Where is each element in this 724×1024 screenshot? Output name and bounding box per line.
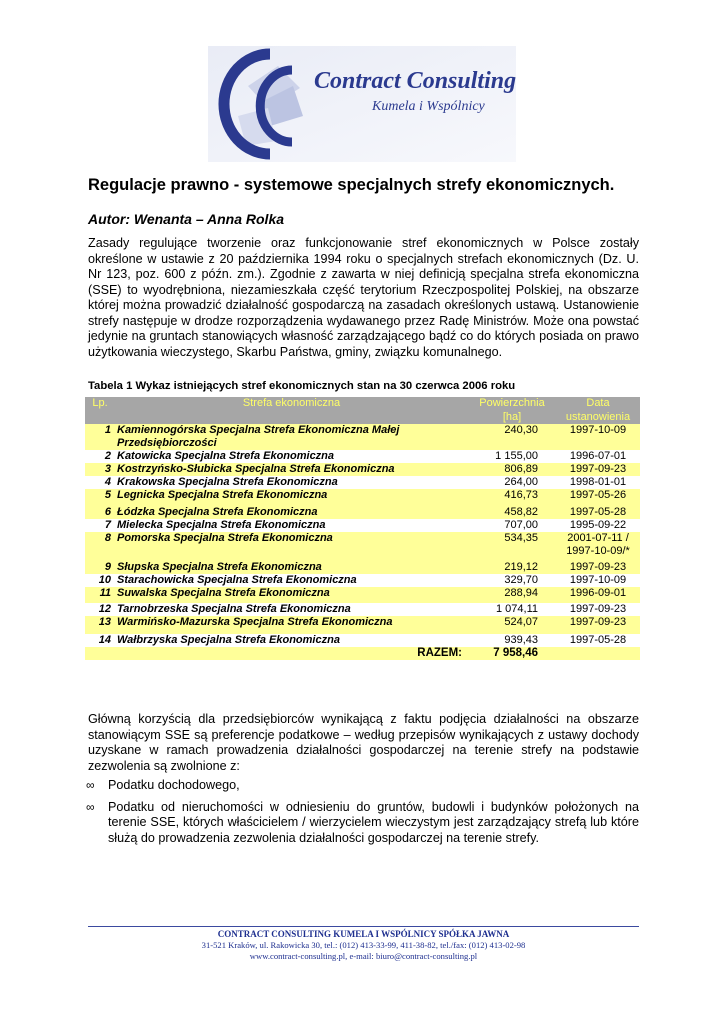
- row-lp: 1: [85, 424, 115, 450]
- table-row: [85, 603, 640, 616]
- row-lp: 11: [85, 587, 115, 603]
- row-date-line1: 1997-05-26: [569, 489, 627, 501]
- row-lp: 7: [85, 519, 115, 532]
- row-date: [556, 489, 640, 506]
- row-date: [556, 450, 640, 463]
- row-lp: 14: [85, 634, 115, 647]
- infinity-bullet-icon: ∞: [86, 778, 95, 792]
- sez-table: [85, 397, 640, 660]
- row-area: 458,82: [468, 506, 556, 519]
- row-date-line2: 1997-10-09/*: [566, 545, 630, 557]
- row-date: [556, 603, 640, 616]
- total-spacer: [85, 647, 115, 660]
- table-row: [85, 532, 640, 561]
- row-date: [556, 574, 640, 587]
- table-body: [85, 424, 640, 660]
- benefits-paragraph: Główną korzyścią dla przedsiębiorców wynikającą z faktu podjęcia działalności na obszarze stanowiącym SSE są preferencje podatkowe – według przepisów wynikających z ustawy dochody uzyskane w ramach prowadzenia działalności gospodarczej na terenie strefy na podstawie zezwolenia są zwolnione z:: [88, 712, 639, 773]
- row-date: [556, 616, 640, 634]
- row-date-line1: 1997-05-28: [569, 634, 627, 646]
- header-date: [556, 397, 640, 424]
- row-date-line1: 1997-09-23: [569, 463, 627, 475]
- row-date-line1: 1997-09-23: [569, 603, 627, 615]
- footer-contact: www.contract-consulting.pl, e-mail: biuro@contract-consulting.pl: [249, 951, 478, 961]
- row-area: 329,70: [468, 574, 556, 587]
- row-area: 416,73: [468, 489, 556, 506]
- row-zone-name: [115, 561, 468, 574]
- table-row: [85, 506, 640, 519]
- row-area: 264,00: [468, 476, 556, 489]
- row-zone-name-line1: Mielecka Specjalna Strefa Ekonomiczna: [117, 519, 326, 531]
- row-zone-name-line1: Katowicka Specjalna Strefa Ekonomiczna: [117, 450, 335, 462]
- row-area: 534,35: [468, 532, 556, 561]
- row-zone-name-line1: Kamiennogórska Specjalna Strefa Ekonomiczna Małej: [117, 424, 400, 436]
- list-item-text: Podatku od nieruchomości w odniesieniu do gruntów, budowli i budynków położonych na terenie SSE, których właścicielem / wierzycielem wieczystym jest zarządzający strefą lub które służą do prowadzenia zezwolenia działalności gospodarczej na terenie strefy.: [108, 799, 639, 845]
- total-label: RAZEM:: [115, 647, 468, 660]
- row-area: 707,00: [468, 519, 556, 532]
- footer-address: 31-521 Kraków, ul. Rakowicka 30, tel.: (012) 413-33-99, 411-38-82, tel./fax: (012) 413-02-98: [201, 940, 526, 950]
- row-zone-name-line1: Starachowicka Specjalna Strefa Ekonomiczna: [117, 574, 357, 586]
- row-date: [556, 532, 640, 561]
- row-date-line1: 1997-05-28: [569, 506, 627, 518]
- row-date-line1: 1997-09-23: [569, 616, 627, 628]
- table-total-row: [85, 647, 640, 660]
- row-date-line1: 1997-09-23: [569, 561, 627, 573]
- row-date-line1: 1998-01-01: [569, 476, 627, 488]
- row-lp: 12: [85, 603, 115, 616]
- row-zone-name: [115, 506, 468, 519]
- row-zone-name: [115, 519, 468, 532]
- author-line: Autor: Wenanta – Anna Rolka: [88, 211, 285, 227]
- row-zone-name-line1: Łódzka Specjalna Strefa Ekonomiczna: [117, 506, 318, 518]
- row-lp: 3: [85, 463, 115, 476]
- table-row: [85, 450, 640, 463]
- infinity-bullet-icon: ∞: [86, 799, 95, 814]
- row-area: 288,94: [468, 587, 556, 603]
- header-area-line1: Powierzchnia: [479, 397, 545, 409]
- row-date: [556, 587, 640, 603]
- row-date-line1: 1997-10-09: [569, 424, 627, 436]
- row-lp: 8: [85, 532, 115, 561]
- row-area: 939,43: [468, 634, 556, 647]
- table-row: [85, 424, 640, 450]
- row-date: [556, 561, 640, 574]
- row-lp: 9: [85, 561, 115, 574]
- row-lp: 4: [85, 476, 115, 489]
- row-area: 806,89: [468, 463, 556, 476]
- row-zone-name: [115, 463, 468, 476]
- table-caption: Tabela 1 Wykaz istniejących stref ekonomicznych stan na 30 czerwca 2006 roku: [88, 380, 516, 392]
- header-zone: Strefa ekonomiczna: [115, 397, 468, 424]
- row-zone-name: [115, 634, 468, 647]
- total-value: 7 958,46: [468, 647, 556, 660]
- footer-divider: [88, 926, 639, 927]
- row-zone-name: [115, 489, 468, 506]
- row-date: [556, 506, 640, 519]
- row-lp: 6: [85, 506, 115, 519]
- row-zone-name-line1: Słupska Specjalna Strefa Ekonomiczna: [117, 561, 322, 573]
- table-row: [85, 561, 640, 574]
- row-lp: 2: [85, 450, 115, 463]
- header-area: [468, 397, 556, 424]
- logo-subtitle: Kumela i Wspólnicy: [372, 99, 485, 114]
- row-date-line1: 2001-07-11 /: [567, 532, 629, 544]
- exemptions-list: [88, 778, 639, 852]
- total-spacer-2: [556, 647, 640, 660]
- row-lp: 10: [85, 574, 115, 587]
- table-row: [85, 489, 640, 506]
- list-item: [88, 800, 639, 847]
- header-date-line1: Data: [586, 397, 610, 409]
- row-date: [556, 634, 640, 647]
- row-zone-name-line1: Wałbrzyska Specjalna Strefa Ekonomiczna: [117, 634, 340, 646]
- page-title: Regulacje prawno - systemowe specjalnych strefy ekonomicznych.: [88, 176, 615, 194]
- row-lp: 13: [85, 616, 115, 634]
- row-zone-name: [115, 616, 468, 634]
- row-area: 524,07: [468, 616, 556, 634]
- intro-paragraph: Zasady regulujące tworzenie oraz funkcjonowanie stref ekonomicznych w Polsce zostały określone w ustawie z 20 października 1994 roku o specjalnych strefach ekonomicznych (Dz. U. Nr 123, poz. 600 z późn. zm.). Zgodnie z zawarta w niej definicją specjalna strefa ekonomiczna (SSE) to wyodrębniona, niezamieszkała część terytorium Rzeczpospolitej Polskiej, na obszarze której można prowadzić działalność gospodarczą na zasadach określonych ustawą. Ustanowienie strefy następuje w drodze rozporządzenia wydawanego przez Radę Ministrów. Może ona powstać jedynie na gruntach stanowiących własność zarządzającego bądź co do których posiada on prawo użytkowania wieczystego, Skarbu Państwa, gminy, związku komunalnego.: [88, 236, 639, 359]
- row-lp: 5: [85, 489, 115, 506]
- row-zone-name-line1: Suwalska Specjalna Strefa Ekonomiczna: [117, 587, 330, 599]
- footer-company: CONTRACT CONSULTING KUMELA I WSPÓLNICY SPÓŁKA JAWNA: [217, 929, 510, 939]
- row-date-line1: 1995-09-22: [569, 519, 627, 531]
- list-item-text: Podatku dochodowego,: [108, 778, 240, 792]
- row-date: [556, 463, 640, 476]
- row-zone-name-line1: Krakowska Specjalna Strefa Ekonomiczna: [117, 476, 338, 488]
- row-date-line1: 1996-09-01: [569, 587, 627, 599]
- row-date: [556, 424, 640, 450]
- row-zone-name: [115, 574, 468, 587]
- table-row: [85, 519, 640, 532]
- row-zone-name: [115, 587, 468, 603]
- row-date-line1: 1997-10-09: [569, 574, 627, 586]
- row-zone-name-line1: Legnicka Specjalna Strefa Ekonomiczna: [117, 489, 328, 501]
- table-row: [85, 616, 640, 634]
- row-area: 1 074,11: [468, 603, 556, 616]
- row-area: 240,30: [468, 424, 556, 450]
- row-area: 219,12: [468, 561, 556, 574]
- row-zone-name: [115, 476, 468, 489]
- header-area-line2: [ha]: [502, 410, 522, 423]
- table-row: [85, 476, 640, 489]
- header-lp: Lp.: [85, 397, 115, 424]
- row-zone-name: [115, 450, 468, 463]
- header-date-line2: ustanowienia: [565, 410, 631, 423]
- logo-title: Contract Consulting: [314, 68, 517, 94]
- table-row: [85, 463, 640, 476]
- table-row: [85, 574, 640, 587]
- row-date: [556, 519, 640, 532]
- row-zone-name-line1: Pomorska Specjalna Strefa Ekonomiczna: [117, 532, 333, 544]
- row-date: [556, 476, 640, 489]
- table-header-row: [85, 397, 640, 424]
- row-zone-name: [115, 532, 468, 561]
- row-zone-name-line2: Przedsiębiorczości: [117, 437, 217, 449]
- table-row: [85, 634, 640, 647]
- row-zone-name-line1: Warmińsko-Mazurska Specjalna Strefa Ekonomiczna: [117, 616, 393, 628]
- table-row: [85, 587, 640, 603]
- list-item: [88, 778, 639, 794]
- row-zone-name: [115, 424, 468, 450]
- row-zone-name-line1: Kostrzyńsko-Słubicka Specjalna Strefa Ekonomiczna: [117, 463, 395, 475]
- row-zone-name: [115, 603, 468, 616]
- row-zone-name-line1: Tarnobrzeska Specjalna Strefa Ekonomiczna: [117, 603, 351, 615]
- row-date-line1: 1996-07-01: [569, 450, 627, 462]
- row-area: 1 155,00: [468, 450, 556, 463]
